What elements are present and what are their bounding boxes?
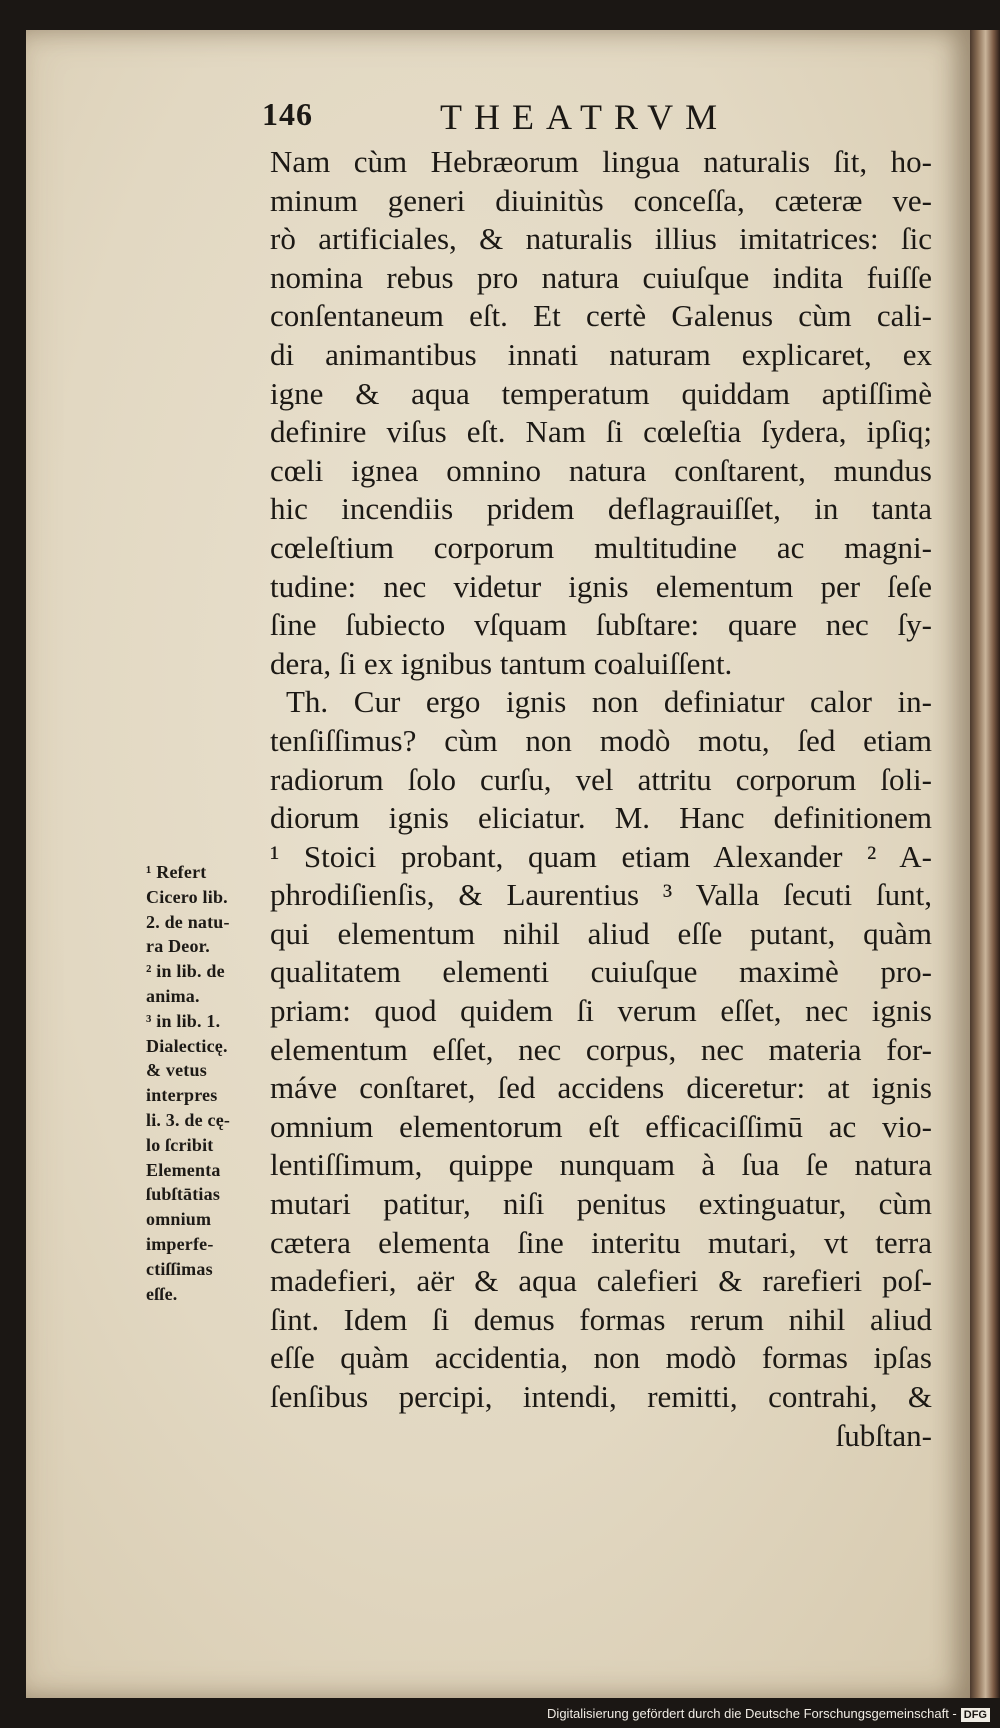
text-line: ſint. Idem ſi demus formas rerum nihil aliud bbox=[270, 1301, 932, 1337]
catchword: ſubſtan- bbox=[835, 1417, 932, 1453]
margin-note-line: omnium bbox=[146, 1209, 212, 1230]
margin-note-line: interpres bbox=[146, 1085, 218, 1106]
text-line: qualitatem elementi cuiuſque maximè pro- bbox=[270, 954, 932, 990]
text-line: madefieri, aër & aqua calefieri & rarefieri poſ- bbox=[270, 1263, 932, 1299]
margin-note-line: Dialecticę. bbox=[146, 1035, 228, 1056]
text-line: elementum eſſet, nec corpus, nec materia for- bbox=[270, 1031, 932, 1067]
text-line: minum generi diuinitùs conceſſa, cæteræ ve- bbox=[270, 182, 932, 218]
dfg-logo: DFG bbox=[961, 1708, 990, 1722]
running-head-title: THEATRVM bbox=[440, 97, 730, 137]
margin-notes bbox=[146, 860, 264, 1306]
text-line: cætera elementa ſine interitu mutari, vt terra bbox=[270, 1224, 932, 1260]
text-line: igne & aqua temperatum quiddam aptiſſimè bbox=[270, 375, 932, 411]
margin-note-line: li. 3. de cę- bbox=[146, 1109, 231, 1130]
text-line: conſentaneum eſt. Et certè Galenus cùm cali- bbox=[270, 298, 932, 334]
text-line: tenſiſſimus? cùm non modò motu, ſed etiam bbox=[270, 722, 932, 758]
text-line: priam: quod quidem ſi verum eſſet, nec ignis bbox=[270, 993, 932, 1029]
text-line: máve conſtaret, ſed accidens diceretur: at ignis bbox=[270, 1070, 932, 1106]
margin-note-line: anima. bbox=[146, 985, 200, 1006]
text-line: nomina rebus pro natura cuiuſque indita fuiſſe bbox=[270, 259, 932, 295]
margin-note-line: ctiſſimas bbox=[146, 1258, 213, 1279]
margin-note-line: ſubſtātias bbox=[146, 1184, 221, 1205]
margin-note-line: eſſe. bbox=[146, 1283, 178, 1304]
credit-text: Digitalisierung gefördert durch die Deutsche Forschungsgemeinschaft - bbox=[547, 1706, 957, 1721]
text-line: definire viſus eſt. Nam ſi cœleſtia ſydera, ipſiq; bbox=[270, 414, 932, 450]
text-line: lentiſſimum, quippe nunquam à ſua ſe natura bbox=[270, 1147, 932, 1183]
text-line: diorum ignis eliciatur. M. Hanc definitionem bbox=[270, 800, 932, 836]
text-line: rò artificiales, & naturalis illius imitatrices: ſic bbox=[270, 221, 932, 257]
text-line: Nam cùm Hebræorum lingua naturalis ſit, ho- bbox=[270, 144, 932, 179]
margin-note-line: Cicero lib. bbox=[146, 886, 228, 907]
text-line: radiorum ſolo curſu, vel attritu corporum ſoli- bbox=[270, 761, 932, 797]
text-line: ſenſibus percipi, intendi, remitti, contrahi, & bbox=[270, 1379, 932, 1414]
digitization-credit bbox=[0, 1700, 990, 1728]
margin-note-line: 2. de natu- bbox=[146, 911, 230, 932]
page-number: 146 bbox=[262, 96, 313, 132]
text-line: dera, ſi ex ignibus tantum coaluiſſent. bbox=[270, 645, 733, 681]
margin-note-line: ² in lib. de bbox=[146, 961, 225, 982]
body-text bbox=[270, 143, 932, 1455]
margin-note-line: & vetus bbox=[146, 1060, 207, 1081]
text-line: omnium elementorum eſt efficaciſſimū ac vio- bbox=[270, 1108, 932, 1144]
page-edge bbox=[968, 30, 1000, 1698]
text-line: cœleſtium corporum multitudine ac magni- bbox=[270, 529, 932, 565]
text-line: qui elementum nihil aliud eſſe putant, quàm bbox=[270, 915, 932, 951]
text-line: ¹ Stoici probant, quam etiam Alexander ² A- bbox=[270, 838, 932, 874]
text-line: tudine: nec videtur ignis elementum per ſeſe bbox=[270, 568, 932, 604]
margin-note-line: ¹ Refert bbox=[146, 862, 207, 882]
margin-note-line: ³ in lib. 1. bbox=[146, 1010, 221, 1031]
margin-note-line: ra Deor. bbox=[146, 936, 210, 957]
margin-note-line: lo ſcribit bbox=[146, 1134, 214, 1155]
text-line: Th. Cur ergo ignis non definiatur calor in- bbox=[286, 684, 932, 720]
margin-note-line: Elementa bbox=[146, 1159, 221, 1180]
text-line: ſine ſubiecto vſquam ſubſtare: quare nec ſy- bbox=[270, 607, 932, 643]
text-line: eſſe quàm accidentia, non modò formas ipſas bbox=[270, 1340, 932, 1376]
text-line: di animantibus innati naturam explicaret, ex bbox=[270, 336, 932, 372]
text-line: cœli ignea omnino natura conſtarent, mundus bbox=[270, 452, 932, 488]
margin-note-line: imperfe- bbox=[146, 1233, 214, 1254]
text-line: mutari patitur, niſi penitus extinguatur, cùm bbox=[270, 1186, 932, 1222]
text-line: phrodiſienſis, & Laurentius ³ Valla ſecuti ſunt, bbox=[270, 877, 932, 913]
running-head bbox=[262, 96, 762, 136]
text-line: hic incendiis pridem deflagrauiſſet, in tanta bbox=[270, 491, 932, 527]
